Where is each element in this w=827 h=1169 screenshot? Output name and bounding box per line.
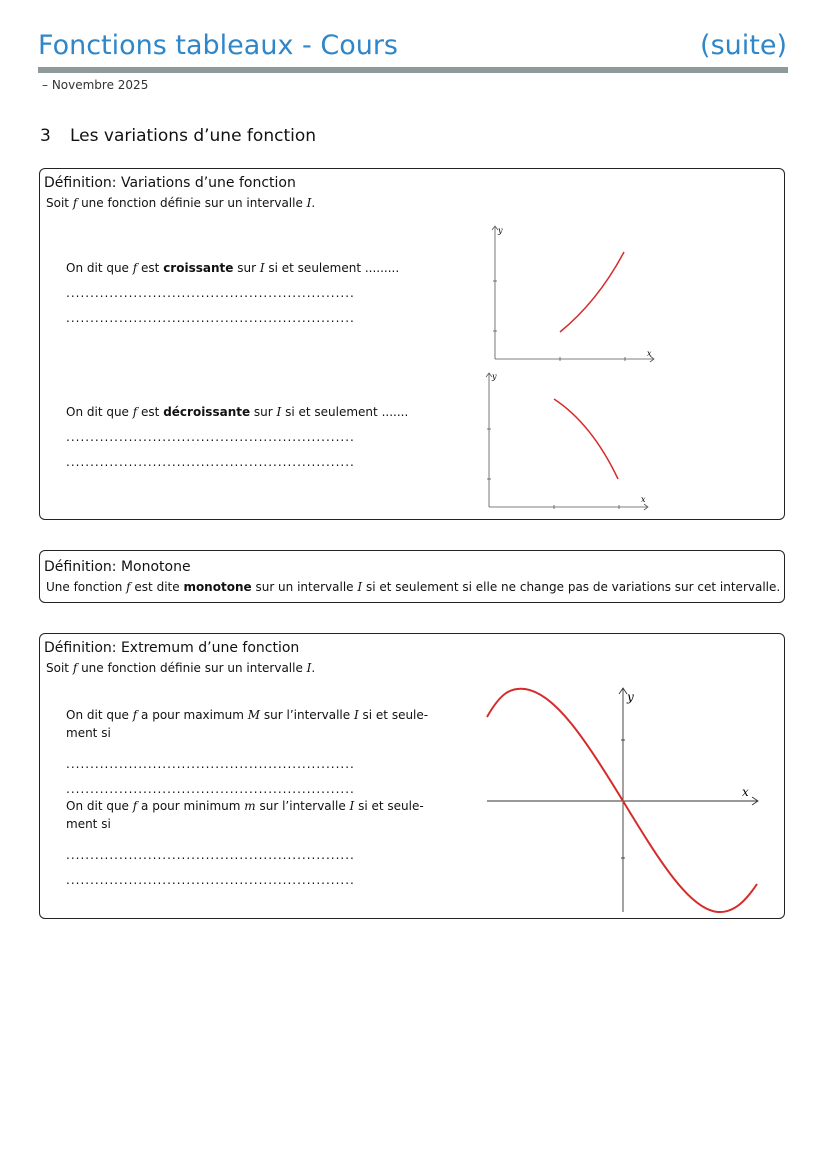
page-date: – Novembre 2025 (42, 78, 149, 92)
definition-box-variations (39, 168, 785, 520)
maximum-answer-lines (66, 752, 446, 802)
decreasing-function-graph (482, 369, 657, 514)
monotone-definition: Une fonction f est dite monotone sur un intervalle I si et seulement si elle ne change pas de variations sur cet intervalle. (46, 580, 781, 594)
extremum-function-graph (485, 684, 765, 916)
svg-text:x: x (742, 785, 749, 799)
box-title: Définition: Variations d’une fonction (44, 175, 296, 191)
increasing-function-graph (488, 221, 663, 366)
page-title: Fonctions tableaux - Cours (38, 30, 398, 61)
svg-text:x: x (647, 349, 652, 358)
svg-text:y: y (492, 372, 497, 381)
answer-line: ............................................................ (66, 311, 355, 325)
box-title: Définition: Monotone (44, 559, 191, 575)
svg-text:y: y (498, 226, 503, 235)
decreasing-curve (554, 399, 618, 479)
box-intro: Soit f une fonction définie sur un intervalle I. (46, 661, 316, 675)
answer-line: ............................................................ (66, 757, 355, 771)
section-heading (40, 126, 316, 146)
answer-line: ............................................................ (66, 873, 355, 887)
answer-line: ............................................................ (66, 430, 355, 444)
decroissante-definition: On dit que f est décroissante sur I si et seulement ....... ............................................................ ............................................................ (66, 400, 446, 475)
cubic-curve (487, 689, 757, 912)
svg-text:y: y (627, 690, 634, 704)
answer-line: ............................................................ (66, 455, 355, 469)
section-title: Les variations d’une fonction (70, 126, 317, 146)
maximum-definition: On dit que f a pour maximum M sur l’intervalle I si et seule- ment si (66, 708, 429, 740)
croissante-definition: On dit que f est croissante sur I si et seulement ......... ............................................................ ............................................................ (66, 256, 446, 331)
increasing-curve (560, 252, 624, 332)
page-suite-label: (suite) (700, 30, 787, 61)
answer-line: ............................................................ (66, 848, 355, 862)
box-title: Définition: Extremum d’une fonction (44, 640, 300, 656)
header-rule (38, 67, 788, 73)
definition-box-monotone (39, 550, 785, 603)
answer-line: ............................................................ (66, 286, 355, 300)
section-number: 3 (40, 126, 51, 146)
minimum-answer-lines (66, 843, 446, 893)
definition-box-extremum (39, 633, 785, 919)
box-intro: Soit f une fonction définie sur un intervalle I. (46, 196, 316, 210)
minimum-definition: On dit que f a pour minimum m sur l’intervalle I si et seule- ment si (66, 799, 424, 831)
answer-line: ............................................................ (66, 782, 355, 796)
svg-text:x: x (641, 495, 646, 504)
